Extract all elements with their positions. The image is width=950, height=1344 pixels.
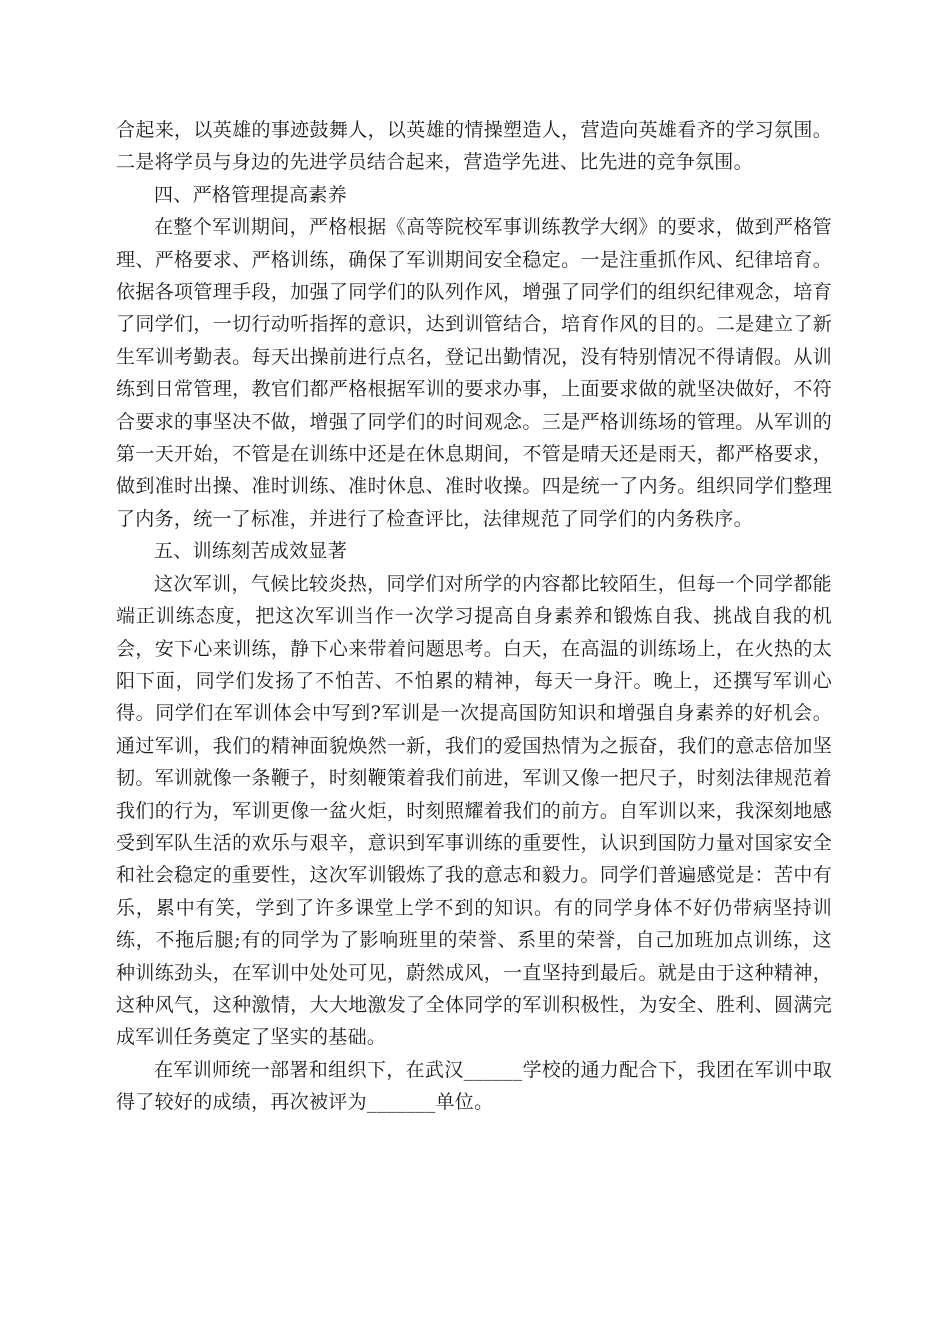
paragraph-strict-management: 在整个军训期间，严格根据《高等院校军事训练教学大纲》的要求，做到严格管理、严格要求、严格训练，确保了军训期间安全稳定。一是注重抓作风、纪律培育。依据各项管理手段，加强了同学们的队列作风，增强了同学们的组织纪律观念，培育了同学们，一切行动听指挥的意识，达到训管结合，培育作风的目的。二是建立了新生军训考勤表。每天出操前进行点名，登记出勤情况，没有特别情况不得请假。从训练到日常管理，教官们都严格根据军训的要求办事，上面要求做的就坚决做好，不符合要求的事坚决不做，增强了同学们的时间观念。三是严格训练场的管理。从军训的第一天开始，不管是在训练中还是在休息期间，不管是晴天还是雨天，都严格要求，做到准时出操、准时训练、准时休息、准时收操。四是统一了内务。组织同学们整理了内务，统一了标准，并进行了检查评比，法律规范了同学们的内务秩序。	[116, 216, 832, 530]
document-body	[116, 114, 832, 1119]
paragraph-continuation: 合起来，以英雄的事迹鼓舞人，以英雄的情操塑造人，营造向英雄看齐的学习氛围。二是将学员与身边的先进学员结合起来，营造学先进、比先进的竞争氛围。	[116, 119, 832, 174]
section-heading-five: 五、训练刻苦成效显著	[154, 540, 348, 563]
paragraph-conclusion: 在军训师统一部署和组织下，在武汉______学校的通力配合下，我团在军训中取得了较好的成绩，再次被评为_______单位。	[116, 1058, 832, 1114]
paragraph-training-results: 这次军训，气候比较炎热，同学们对所学的内容都比较陌生，但每一个同学都能端正训练态度，把这次军训当作一次学习提高自身素养和锻炼自我、挑战自我的机会，安下心来训练，静下心来带着问题思考。白天，在高温的训练场上，在火热的太阳下面，同学们发扬了不怕苦、不怕累的精神，每天一身汗。晚上，还撰写军训心得。同学们在军训体会中写到?军训是一次提高国防知识和增强自身素养的好机会。通过军训，我们的精神面貌焕然一新，我们的爱国热情为之振奋，我们的意志倍加坚韧。军训就像一条鞭子，时刻鞭策着我们前进，军训又像一把尺子，时刻法律规范着我们的行为，军训更像一盆火炬，时刻照耀着我们的前方。自军训以来，我深刻地感受到军队生活的欢乐与艰辛，意识到军事训练的重要性，认识到国防力量对国家安全和社会稳定的重要性，这次军训锻炼了我的意志和毅力。同学们普遍感觉是：苦中有乐，累中有笑，学到了许多课堂上学不到的知识。有的同学身体不好仍带病坚持训练，不拖后腿;有的同学为了影响班里的荣誉、系里的荣誉，自己加班加点训练，这种训练劲头，在军训中处处可见，蔚然成风，一直坚持到最后。就是由于这种精神，这种风气，这种激情，大大地激发了全体同学的军训积极性，为安全、胜利、圆满完成军训任务奠定了坚实的基础。	[116, 572, 832, 1049]
section-heading-four: 四、严格管理提高素养	[154, 183, 348, 206]
